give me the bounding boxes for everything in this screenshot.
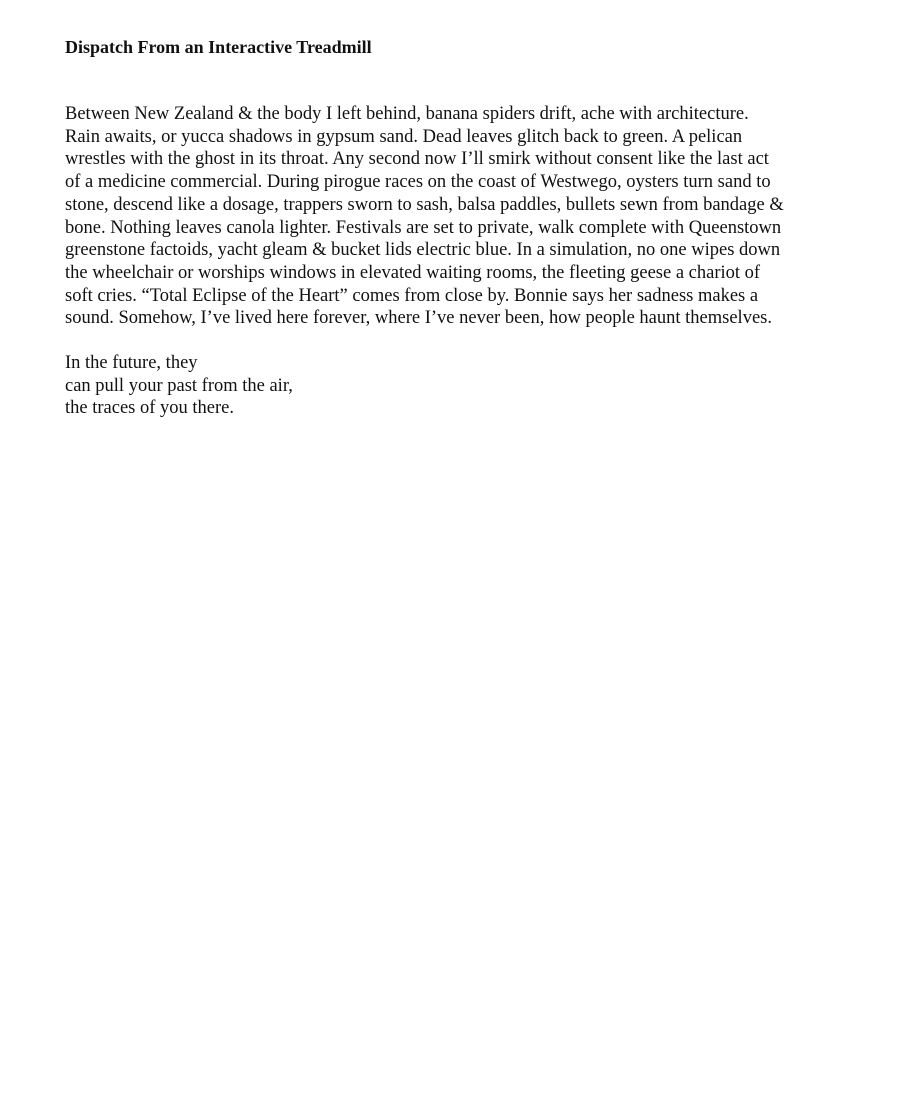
- prose-line: the wheelchair or worships windows in elevated waiting rooms, the fleeting geese a chariot of: [65, 262, 761, 283]
- prose-line: stone, descend like a dosage, trappers sworn to sash, balsa paddles, bullets sewn from bandage &: [65, 194, 784, 215]
- closing-stanza: [65, 352, 855, 420]
- stanza-line: In the future, they: [65, 353, 198, 374]
- prose-line: soft cries. “Total Eclipse of the Heart” comes from close by. Bonnie says her sadness makes a: [65, 285, 759, 306]
- prose-line: sound. Somehow, I’ve lived here forever, where I’ve never been, how people haunt themselves.: [65, 308, 772, 329]
- stanza-line: the traces of you there.: [65, 398, 234, 419]
- prose-line: of a medicine commercial. During pirogue races on the coast of Westwego, oysters turn sand to: [65, 172, 771, 193]
- poem-title: Dispatch From an Interactive Treadmill: [65, 37, 372, 57]
- prose-line: bone. Nothing leaves canola lighter. Festivals are set to private, walk complete with Queenstown: [65, 217, 782, 238]
- prose-line: Rain awaits, or yucca shadows in gypsum sand. Dead leaves glitch back to green. A pelican: [65, 126, 743, 147]
- prose-line: wrestles with the ghost in its throat. Any second now I’ll smirk without consent like the last act: [65, 149, 769, 170]
- document-page: [65, 36, 855, 420]
- prose-paragraph: [65, 103, 855, 330]
- stanza-line: can pull your past from the air,: [65, 375, 293, 396]
- prose-line: greenstone factoids, yacht gleam & bucket lids electric blue. In a simulation, no one wipes down: [65, 240, 781, 261]
- prose-line: Between New Zealand & the body I left behind, banana spiders drift, ache with architecture.: [65, 104, 749, 124]
